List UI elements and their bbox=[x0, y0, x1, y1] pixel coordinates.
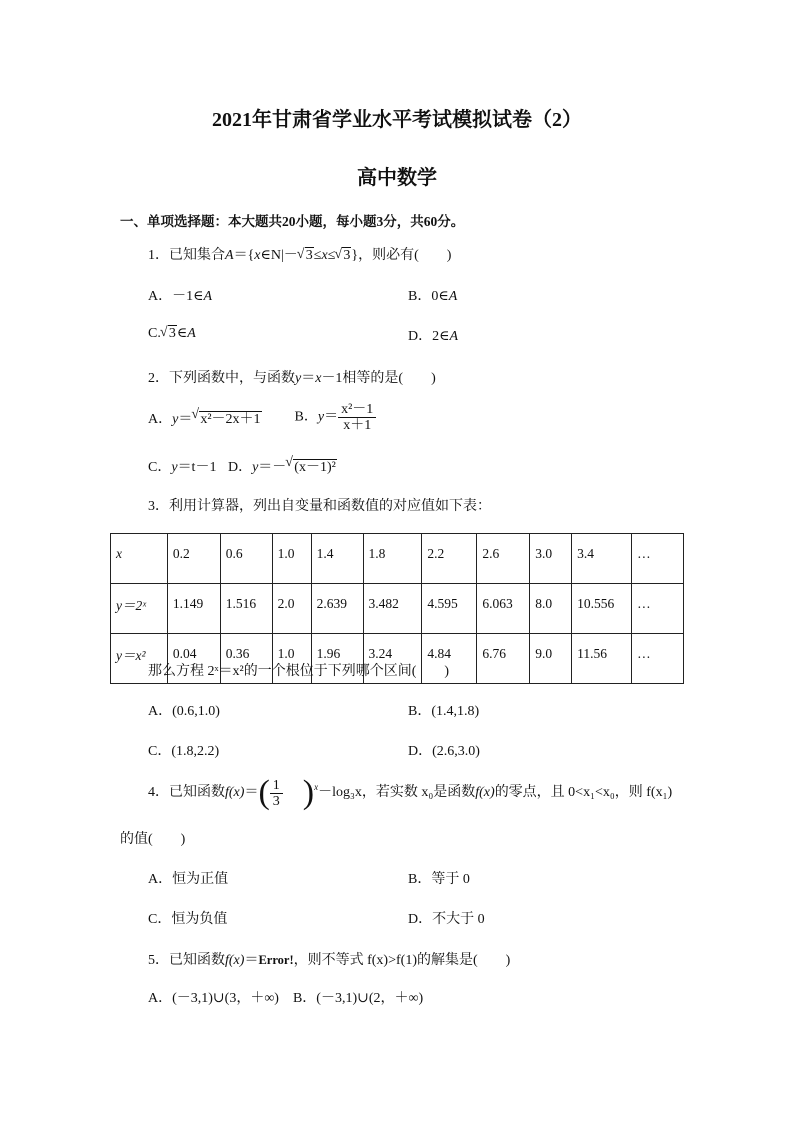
question-2-option-c[interactable]: C．y＝t－1 bbox=[148, 460, 217, 475]
question-5-stem: 5．已知函数f(x)＝Error!，则不等式 f(x)>f(1)的解集是( ) bbox=[148, 953, 511, 968]
table-cell: 3.24 bbox=[363, 634, 422, 684]
table-cell: 6.76 bbox=[477, 634, 530, 684]
table-cell: 1.96 bbox=[311, 634, 363, 684]
table-cell: … bbox=[632, 534, 684, 584]
table-row-label: y＝2ˣ bbox=[111, 584, 168, 634]
question-3-followup: 那么方程 2ˣ＝x²的一个根位于下列哪个区间( ) bbox=[148, 664, 450, 679]
question-1-option-c[interactable]: C.√ 3∈A bbox=[148, 325, 196, 342]
question-4-option-a[interactable]: A．恒为正值 bbox=[148, 872, 229, 887]
table-cell: 1.0 bbox=[272, 634, 311, 684]
sqrt-symbol: √ 3 bbox=[161, 326, 177, 342]
table-cell: 8.0 bbox=[530, 584, 572, 634]
error-field: Error! bbox=[258, 953, 294, 967]
table-cell: 2.0 bbox=[272, 584, 311, 634]
sqrt-symbol: √ 3 bbox=[298, 248, 314, 264]
table-cell: 3.0 bbox=[530, 534, 572, 584]
table-row bbox=[111, 584, 684, 634]
question-1-option-a[interactable]: A．－1∈A bbox=[148, 289, 213, 304]
table-cell: 1.4 bbox=[311, 534, 363, 584]
table-cell: 2.639 bbox=[311, 584, 363, 634]
table-cell: 2.6 bbox=[477, 534, 530, 584]
table-cell: 0.36 bbox=[220, 634, 272, 684]
fraction: $\frac{1}{3}$ bbox=[270, 778, 283, 809]
question-5-options-ab[interactable]: A．(－3,1)∪(3，＋∞) B．(－3,1)∪(2，＋∞) bbox=[148, 991, 424, 1006]
fraction: $\frac{\text{x²－1}}{x+1}$ bbox=[338, 402, 376, 433]
table-row-label: x bbox=[111, 534, 168, 584]
table-cell: 0.04 bbox=[167, 634, 220, 684]
table-cell: 2.2 bbox=[422, 534, 477, 584]
table-cell: 1.149 bbox=[167, 584, 220, 634]
question-4-option-b[interactable]: B．等于 0 bbox=[408, 872, 470, 887]
question-4-stem: 4．已知函数f(x)＝( $\frac{1}{3}$ )$^x$－log₃x，若实数 x₀是函数f(x)的零点，且 0<x₁<x₀，则 f(x₁) bbox=[148, 774, 673, 811]
table-cell: 0.2 bbox=[167, 534, 220, 584]
table-row bbox=[111, 534, 684, 584]
question-2-option-d[interactable]: D．y＝－√ (x－1)² bbox=[228, 460, 337, 475]
table-cell: 1.516 bbox=[220, 584, 272, 634]
table-cell: 4.84 bbox=[422, 634, 477, 684]
page-subtitle: 高中数学 bbox=[357, 167, 437, 189]
question-1-stem: 1．已知集合A＝{x∈N|－√ 3≤x≤√ 3}，则必有( ) bbox=[148, 244, 451, 264]
sqrt-symbol: √ x²－2x＋1 bbox=[192, 408, 261, 428]
page-title: 2021年甘肃省学业水平考试模拟试卷（2） bbox=[212, 109, 582, 131]
question-2-stem: 2．下列函数中，与函数y＝x－1相等的是( ) bbox=[148, 371, 436, 386]
table-cell: 9.0 bbox=[530, 634, 572, 684]
question-4-option-d[interactable]: D．不大于 0 bbox=[408, 912, 485, 927]
table-cell: 4.595 bbox=[422, 584, 477, 634]
question-4-option-c[interactable]: C．恒为负值 bbox=[148, 912, 228, 927]
question-4-stem-continued: 的值( ) bbox=[120, 832, 186, 847]
table-cell: 1.0 bbox=[272, 534, 311, 584]
question-2-options-cd bbox=[148, 456, 337, 476]
table-cell: 10.556 bbox=[572, 584, 632, 634]
table-cell: … bbox=[632, 634, 684, 684]
question-1-option-d[interactable]: D．2∈A bbox=[408, 329, 459, 344]
question-3-stem: 3．利用计算器，列出自变量和函数值的对应值如下表： bbox=[148, 499, 491, 514]
section-heading: 一、单项选择题：本大题共20小题，每小题3分，共60分。 bbox=[120, 214, 465, 229]
question-1-option-b[interactable]: B．0∈A bbox=[408, 289, 458, 304]
table-cell: 0.6 bbox=[220, 534, 272, 584]
question-3-option-b[interactable]: B．(1.4,1.8) bbox=[408, 704, 480, 719]
table-cell: 3.482 bbox=[363, 584, 422, 634]
question-3-option-c[interactable]: C．(1.8,2.2) bbox=[148, 744, 220, 759]
table-cell: 3.4 bbox=[572, 534, 632, 584]
table-cell: 6.063 bbox=[477, 584, 530, 634]
table-cell: … bbox=[632, 584, 684, 634]
sqrt-symbol: √ 3 bbox=[335, 248, 351, 264]
table-row-label: y＝x² bbox=[111, 634, 168, 684]
question-3-option-a[interactable]: A．(0.6,1.0) bbox=[148, 704, 220, 719]
question-2-option-b[interactable]: B．y＝ $\frac{\text{x²－1}}{x+1}$ bbox=[295, 402, 377, 433]
question-2-option-a[interactable]: A．y＝√ x²－2x＋1 bbox=[148, 408, 262, 428]
question-2-options-ab bbox=[148, 402, 376, 433]
table-cell: 1.8 bbox=[363, 534, 422, 584]
sqrt-symbol: √ (x－1)² bbox=[286, 456, 337, 476]
table-cell: 11.56 bbox=[572, 634, 632, 684]
question-3-option-d[interactable]: D．(2.6,3.0) bbox=[408, 744, 480, 759]
